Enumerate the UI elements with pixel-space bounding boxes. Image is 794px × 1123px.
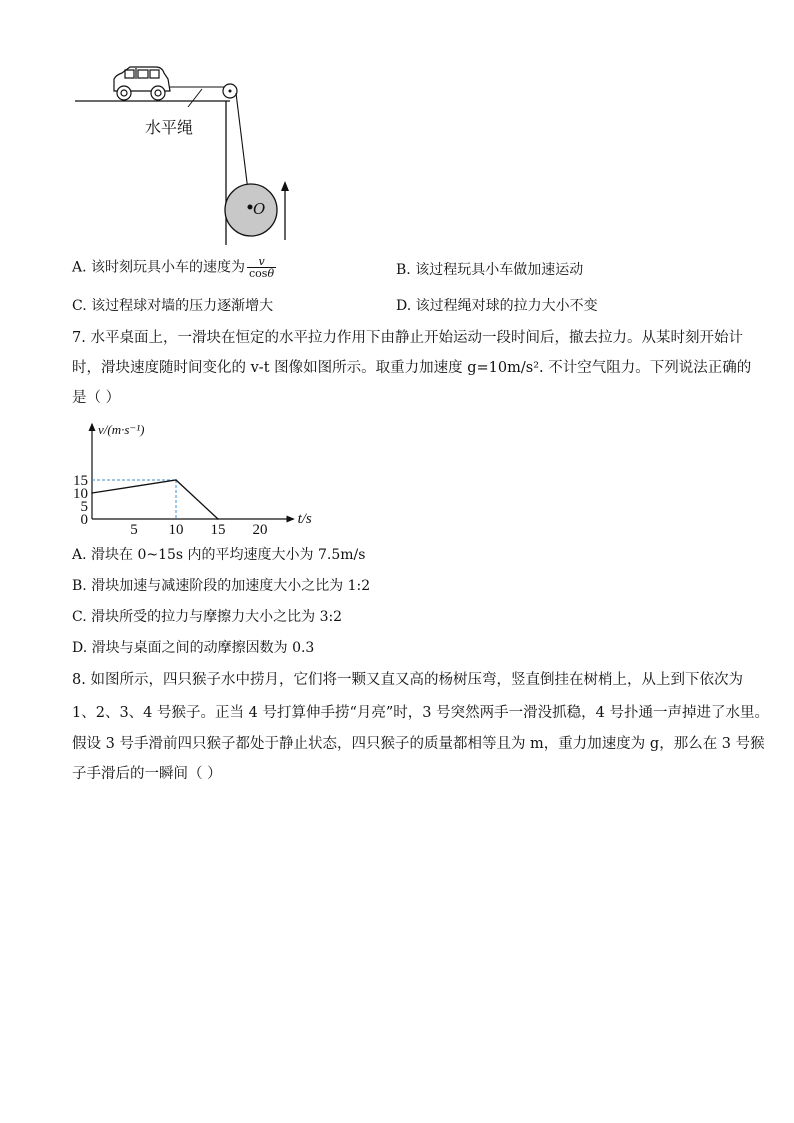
cos-text: cos <box>249 267 268 280</box>
ball-center-label: O <box>253 200 266 218</box>
q7-option-a[interactable]: A. 滑块在 0~15s 内的平均速度大小为 7.5m/s <box>72 547 366 563</box>
x-axis-label: t/s <box>297 511 312 527</box>
y-tick-label: 0 <box>80 512 88 528</box>
q6-option-c[interactable]: C. 该过程球对墙的压力逐渐增大 <box>72 298 274 314</box>
y-tick-label: 10 <box>73 486 88 502</box>
vt-chart <box>70 418 320 536</box>
q6-option-d[interactable]: D. 该过程绳对球的拉力大小不变 <box>396 298 598 314</box>
chart-y-ticks <box>73 473 88 528</box>
y-tick-label: 5 <box>80 499 88 515</box>
toy-car-icon <box>114 67 170 100</box>
x-tick-label: 5 <box>130 522 138 536</box>
data-point-0-0 <box>91 492 93 494</box>
q7-line-2: 时，滑块速度随时间变化的 v-t 图像如图所示。取重力加速度 g=10m/s². 不计空气阻力。下列说法正确的 <box>72 360 752 376</box>
chart-x-ticks <box>130 522 267 536</box>
q6-option-a-text: A. 该时刻玩具小车的速度为 <box>72 259 246 276</box>
fraction-v-over-cos <box>247 256 276 279</box>
q7-option-c[interactable]: C. 滑块所受的拉力与摩擦力大小之比为 3:2 <box>72 609 343 625</box>
theta-text: θ <box>267 267 275 280</box>
ball <box>225 184 277 236</box>
chart-axes <box>92 424 294 519</box>
figure-car-pulley-ball <box>70 55 330 250</box>
q6-option-a[interactable] <box>72 256 276 279</box>
q8-line-4: 子手滑后的一瞬间（ ） <box>72 766 222 782</box>
q7-option-d[interactable]: D. 滑块与桌面之间的动摩擦因数为 0.3 <box>72 640 315 656</box>
data-point-0-2 <box>217 518 219 520</box>
up-arrow-icon <box>281 181 289 240</box>
q7-line-1: 7. 水平桌面上，一滑块在恒定的水平拉力作用下由静止开始运动一段时间后，撤去拉力。从某时刻开始计 <box>72 330 743 346</box>
fraction-denominator <box>247 267 276 279</box>
rope-label: 水平绳 <box>145 118 194 137</box>
y-axis-label: v/(m·s⁻¹) <box>98 422 145 437</box>
x-tick-label: 10 <box>168 522 184 536</box>
q8-line-2: 1、2、3、4 号猴子。正当 4 号打算伸手捞“月亮”时，3 号突然两手一滑没抓稳，4 号扑通一声掉进了水里。 <box>72 705 769 721</box>
data-point-0-1 <box>175 479 177 481</box>
x-tick-label: 15 <box>210 522 226 536</box>
q7-line-3: 是（ ） <box>72 390 121 406</box>
chart-axis-labels <box>98 422 312 527</box>
chart-series <box>91 479 219 520</box>
series-line-0 <box>92 480 218 519</box>
x-tick-label: 20 <box>252 522 268 536</box>
rope-label-leader <box>188 89 202 107</box>
q8-line-1: 8. 如图所示，四只猴子水中捞月，它们将一颗又直又高的杨树压弯，竖直倒挂在树梢上，从上到下依次为 <box>72 672 743 688</box>
q6-option-b[interactable]: B. 该过程玩具小车做加速运动 <box>396 262 584 278</box>
q8-line-3: 假设 3 号手滑前四只猴子都处于静止状态，四只猴子的质量都相等且为 m，重力加速度为 g，那么在 3 号猴 <box>72 736 765 752</box>
fraction-numerator: v <box>258 255 265 268</box>
y-tick-label: 15 <box>73 473 88 489</box>
q7-option-b[interactable]: B. 滑块加速与减速阶段的加速度大小之比为 1:2 <box>72 578 371 594</box>
